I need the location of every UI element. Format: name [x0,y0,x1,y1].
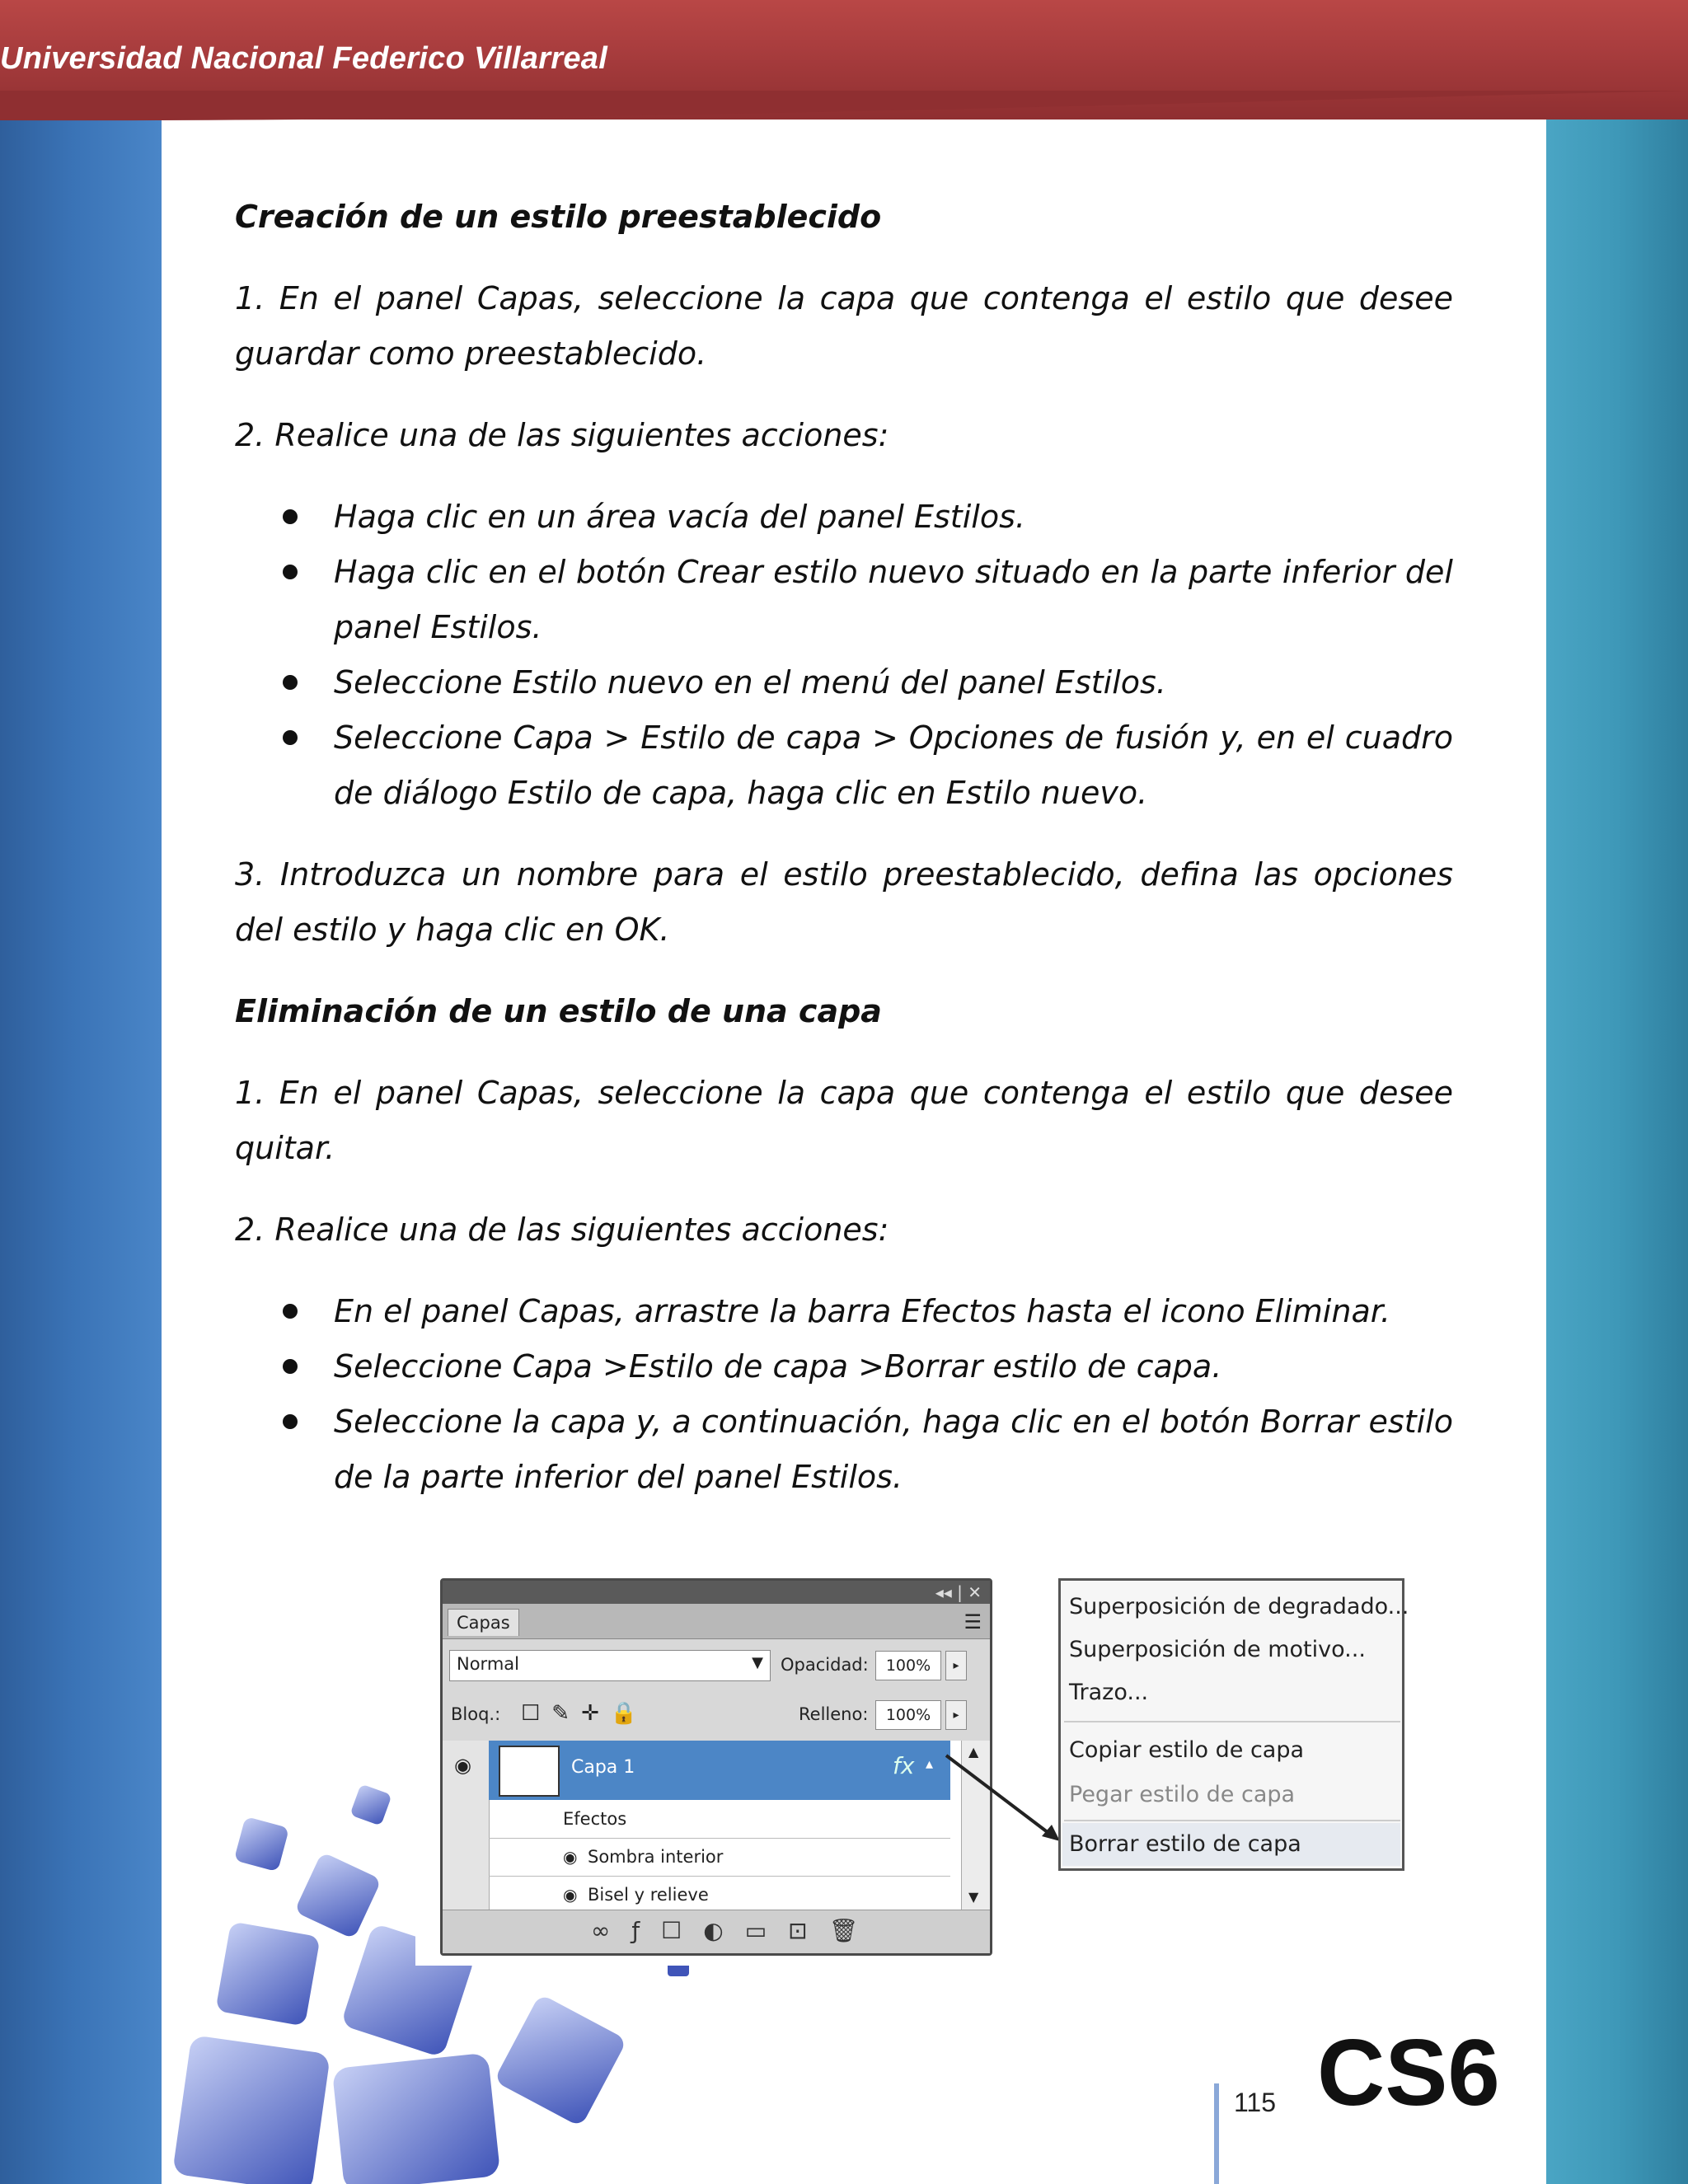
create-step-2: 2. Realice una de las siguientes acciones: [235,417,889,453]
tab-capas[interactable]: Capas [448,1609,519,1636]
header-title: Universidad Nacional Federico Villarreal [0,41,608,76]
fill-input[interactable]: 100% [875,1700,941,1730]
list-item [334,710,1453,821]
opacity-arrow-icon[interactable]: ▸ [945,1651,967,1680]
menu-item-paste-style: Pegar estilo de capa [1069,1782,1296,1807]
menu-item-pattern-overlay[interactable]: Superposición de motivo... [1069,1637,1366,1662]
brand-label: CS6 [1317,2021,1500,2125]
list-item [334,1339,1453,1394]
scroll-up-icon[interactable]: ▲ [968,1744,979,1760]
effect-row [489,1876,950,1914]
page-number-bar [1214,2083,1219,2184]
effects-row [489,1800,950,1839]
layer-name: Capa 1 [571,1757,635,1778]
list-item-text: Seleccione Capa >Estilo de capa >Borrar estilo de capa. [334,1348,1222,1385]
opacity-label: Opacidad: [781,1655,869,1675]
bullet-icon [283,730,298,745]
section-heading-create: Creación de un estilo preestablecido [235,199,882,235]
lock-fill-row [443,1691,990,1741]
page-number: 115 [1234,2088,1277,2117]
bullet-icon [283,565,298,579]
create-step-1: 1. En el panel Capas, seleccione la capa que contenga el estilo que desee guardar como preestablecido. [235,280,1453,372]
scroll-down-icon[interactable]: ▼ [968,1889,979,1905]
bullet-icon [283,509,298,524]
section-heading-delete: Eliminación de un estilo de una capa [235,993,882,1029]
lock-label: Bloq.: [451,1704,501,1724]
blend-mode-value: Normal [457,1654,519,1674]
effect-row [489,1838,950,1877]
visibility-column [443,1741,490,1914]
bullet-icon [283,1414,298,1429]
list-item [334,1394,1453,1505]
right-decorative-band [1546,91,1688,2184]
bullet-icon [283,1304,298,1319]
eye-icon[interactable]: ◉ [563,1885,578,1905]
menu-divider [1064,1721,1400,1722]
header-curve [0,91,1688,124]
layer-thumbnail [499,1746,560,1797]
delete-step-2: 2. Realice una de las siguientes acciones: [235,1212,889,1248]
list-item-text: Seleccione la capa y, a continuación, haga clic en el botón Borrar estilo de la parte inferior del panel Estilos. [334,1404,1453,1495]
panel-tab-row [443,1604,990,1639]
panel-titlebar [443,1581,990,1604]
menu-divider [1064,1820,1400,1821]
layer-style-context-menu [1058,1578,1409,1871]
effect-name: Sombra interior [588,1847,724,1867]
blend-opacity-row [443,1640,990,1691]
pointer-arrow-icon [940,1747,1071,1846]
list-item [334,545,1453,655]
opacity-input[interactable]: 100% [875,1651,941,1680]
lock-icons[interactable]: ☐✎✛🔒 [521,1701,649,1726]
collapse-arrow-icon[interactable]: ▴ [926,1755,934,1773]
panel-bottom-toolbar [443,1910,990,1953]
delete-bullet-list [235,1284,1453,1505]
list-item-text: Haga clic en el botón Crear estilo nuevo situado en la parte inferior del panel Estilos. [334,554,1453,645]
document-body [235,190,1453,1531]
eye-icon[interactable]: ◉ [563,1847,578,1867]
layer-row-capa-1[interactable] [489,1741,950,1800]
fx-icon[interactable]: fx [893,1752,915,1779]
bullet-icon [283,1359,298,1374]
list-item [334,655,1453,710]
layers-panel-screenshot [440,1578,992,1956]
fill-label: Relleno: [799,1704,869,1724]
list-item [334,1284,1453,1339]
list-item-text: Seleccione Estilo nuevo en el menú del panel Estilos. [334,664,1166,701]
menu-item-stroke[interactable]: Trazo... [1069,1680,1149,1705]
chevron-down-icon: ▼ [752,1654,763,1671]
panel-toolbar-icons[interactable]: ∞ƒ☐◐▭⊡🗑 [591,1917,880,1944]
effects-label: Efectos [563,1809,627,1829]
fill-arrow-icon[interactable]: ▸ [945,1700,967,1730]
layers-list [443,1741,990,1914]
left-decorative-band [0,74,162,2184]
panel-menu-icon[interactable]: ☰ [964,1610,982,1633]
menu-item-copy-style[interactable]: Copiar estilo de capa [1069,1737,1305,1763]
blend-mode-select[interactable] [449,1650,771,1681]
collapse-close-icon: ◂◂ | ✕ [935,1582,982,1602]
create-bullet-list [235,490,1453,821]
bullet-icon [283,675,298,690]
delete-step-1: 1. En el panel Capas, seleccione la capa que contenga el estilo que desee quitar. [235,1075,1453,1166]
menu-item-gradient-overlay[interactable]: Superposición de degradado... [1069,1594,1409,1619]
create-step-3: 3. Introduzca un nombre para el estilo preestablecido, defina las opciones del estilo y haga clic en OK. [235,856,1453,948]
menu-item-clear-style[interactable]: Borrar estilo de capa [1069,1831,1301,1857]
eye-icon[interactable]: ◉ [454,1754,471,1777]
list-item [334,490,1453,545]
list-item-text: Haga clic en un área vacía del panel Estilos. [334,499,1025,535]
effect-name: Bisel y relieve [588,1885,709,1905]
list-item-text: Seleccione Capa > Estilo de capa > Opciones de fusión y, en el cuadro de diálogo Estilo de capa, haga clic en Estilo nuevo. [334,719,1453,811]
list-item-text: En el panel Capas, arrastre la barra Efectos hasta el icono Eliminar. [334,1293,1390,1329]
